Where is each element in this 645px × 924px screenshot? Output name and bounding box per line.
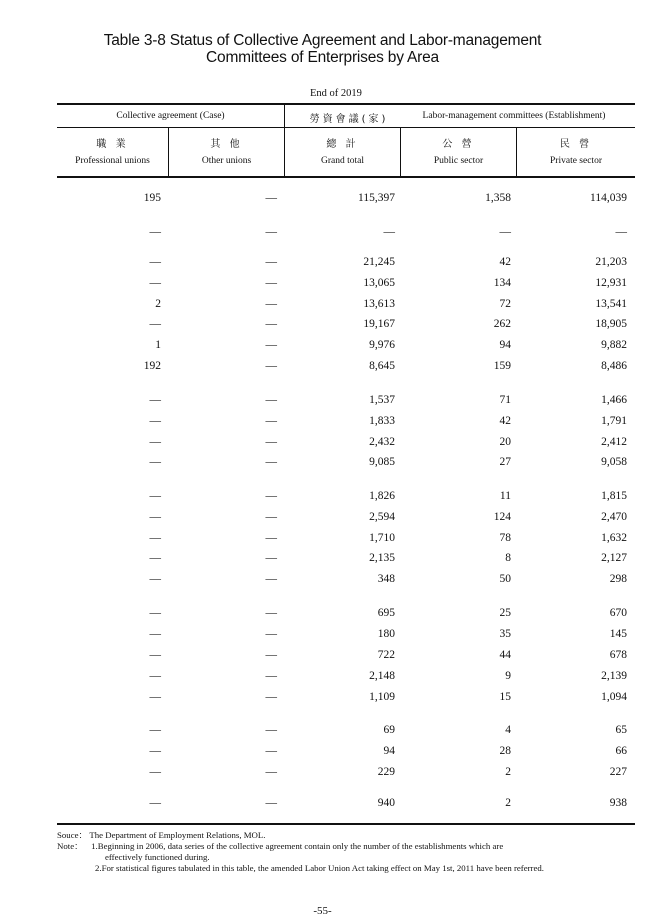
table-cell: 27 (499, 456, 511, 468)
table-cell: — (149, 670, 161, 682)
source-text: The Department of Employment Relations, MOL. (89, 830, 266, 840)
table-cell: 1,710 (369, 532, 395, 544)
table-cell: 9,058 (601, 456, 627, 468)
table-cell: — (149, 691, 161, 703)
table-cell: — (149, 532, 161, 544)
table-cell: 65 (615, 724, 627, 736)
header-public-sector: Public sector (433, 156, 484, 166)
table-cell: — (265, 360, 277, 372)
table-cell: 4 (505, 724, 511, 736)
table-cell: 2 (155, 298, 161, 310)
table-cell: 1,833 (369, 415, 395, 427)
top-rule (57, 103, 635, 105)
table-cell: 145 (609, 628, 627, 640)
table-cell: — (149, 511, 161, 523)
table-cell: — (615, 226, 627, 238)
table-cell: 9 (505, 670, 511, 682)
table-cell: 13,613 (363, 298, 395, 310)
table-cell: — (265, 277, 277, 289)
table-bottom-rule (57, 823, 635, 825)
table-cell: — (149, 436, 161, 448)
header-col3-cn: 總 計 (326, 139, 359, 150)
table-cell: 670 (609, 607, 627, 619)
table-cell: 938 (609, 797, 627, 809)
table-cell: 9,882 (601, 339, 627, 351)
table-cell: 21,203 (595, 256, 627, 268)
table-cell: — (149, 256, 161, 268)
table-cell: 11 (499, 490, 511, 502)
table-cell: 94 (499, 339, 511, 351)
table-cell: — (265, 691, 277, 703)
table-cell: 50 (499, 573, 511, 585)
table-cell: — (265, 552, 277, 564)
table-cell: 134 (493, 277, 511, 289)
table-cell: — (265, 256, 277, 268)
table-cell: — (265, 298, 277, 310)
note-label: Note： (57, 841, 83, 851)
table-cell: 2,594 (369, 511, 395, 523)
table-cell: — (265, 607, 277, 619)
table-cell: 28 (499, 745, 511, 757)
table-cell: — (265, 670, 277, 682)
table-cell: 42 (499, 256, 511, 268)
note-1-continued: effectively functioned during. (105, 852, 210, 862)
note-2: 2.For statistical figures tabulated in this table, the amended Labor Union Act taking effect on May 1st, 2011 have been referred. (95, 863, 544, 873)
table-cell: — (265, 573, 277, 585)
table-cell: 940 (377, 797, 395, 809)
table-cell: 114,039 (590, 192, 627, 204)
header-grand-total: Grand total (320, 156, 364, 166)
table-cell: — (265, 490, 277, 502)
table-cell: — (149, 277, 161, 289)
table-cell: — (149, 573, 161, 585)
table-cell: 9,976 (369, 339, 395, 351)
table-cell: 195 (143, 192, 161, 204)
table-cell: — (383, 226, 395, 238)
table-cell: — (265, 511, 277, 523)
header-other-unions: Other unions (201, 156, 252, 166)
table-cell: 8,645 (369, 360, 395, 372)
table-cell: — (265, 339, 277, 351)
notes (57, 830, 544, 874)
table-cell: — (265, 532, 277, 544)
header-professional-unions: Professional unions (75, 156, 150, 166)
table-cell: 72 (499, 298, 511, 310)
table-cell: 13,541 (595, 298, 627, 310)
table-cell: — (149, 724, 161, 736)
title-line-1: Table 3-8 Status of Collective Agreement and Labor-management (103, 32, 542, 49)
header-col2-cn: 其 他 (210, 139, 243, 150)
table-cell: — (149, 628, 161, 640)
table-cell: — (265, 628, 277, 640)
header-col4-cn: 公 營 (442, 139, 475, 150)
table-cell: — (149, 226, 161, 238)
table-cell: 180 (377, 628, 395, 640)
table-cell: — (149, 766, 161, 778)
group-header-rule (57, 127, 635, 128)
table-cell: 2,432 (369, 436, 395, 448)
table-cell: — (149, 456, 161, 468)
table-cell: 1,791 (601, 415, 627, 427)
table-cell: — (149, 490, 161, 502)
table-cell: 12,931 (595, 277, 627, 289)
table-cell: 35 (499, 628, 511, 640)
table-cell: 192 (143, 360, 161, 372)
table-cell: — (265, 415, 277, 427)
table-cell: 1,826 (369, 490, 395, 502)
table-cell: 18,905 (595, 318, 627, 330)
table-cell: 71 (499, 394, 511, 406)
table-cell: — (149, 797, 161, 809)
table-cell: 42 (499, 415, 511, 427)
table-cell: 8 (505, 552, 511, 564)
table-cell: 66 (615, 745, 627, 757)
header-labor-management-cn: 勞資會議(家) (309, 114, 389, 125)
as-of-date: End of 2019 (310, 88, 362, 99)
table-cell: — (265, 745, 277, 757)
table-cell: — (265, 192, 277, 204)
table-cell: — (149, 607, 161, 619)
table-cell: 2,470 (601, 511, 627, 523)
title-line-2: Committees of Enterprises by Area (206, 49, 439, 66)
table-cell: 9,085 (369, 456, 395, 468)
table-cell: 20 (499, 436, 511, 448)
table-cell: — (265, 797, 277, 809)
table-cell: 13,065 (363, 277, 395, 289)
table-cell: 21,245 (363, 256, 395, 268)
table-cell: 124 (493, 511, 511, 523)
header-collective-agreement: Collective agreement (Case) (116, 111, 225, 121)
table-title (0, 32, 645, 66)
table-cell: 1 (155, 339, 161, 351)
table-cell: 1,466 (601, 394, 627, 406)
table-cell: 94 (383, 745, 395, 757)
table-cell: 695 (377, 607, 395, 619)
table-cell: — (265, 226, 277, 238)
table-cell: — (265, 394, 277, 406)
table-cell: 115,397 (358, 192, 395, 204)
table-cell: — (149, 552, 161, 564)
table-cell: 229 (377, 766, 395, 778)
header-private-sector: Private sector (550, 156, 602, 166)
note-1: 1.Beginning in 2006, data series of the collective agreement contain only the number of the establishments which are (91, 841, 504, 851)
source-label: Souce： (57, 830, 88, 840)
table-cell: — (265, 436, 277, 448)
table-cell: 19,167 (363, 318, 395, 330)
table-cell: — (265, 649, 277, 661)
table-cell: 1,358 (485, 192, 511, 204)
table-cell: 678 (609, 649, 627, 661)
table-cell: — (149, 745, 161, 757)
table-cell: 227 (609, 766, 627, 778)
table-cell: 1,109 (369, 691, 395, 703)
table-cell: 348 (377, 573, 395, 585)
table-cell: 2,148 (369, 670, 395, 682)
header-labor-management: Labor-management committees (Establishment) (422, 111, 606, 121)
table-cell: 159 (493, 360, 511, 372)
table-cell: — (149, 394, 161, 406)
table-cell: 1,094 (601, 691, 627, 703)
table-cell: 1,537 (369, 394, 395, 406)
table-cell: 15 (499, 691, 511, 703)
table-cell: 2,127 (601, 552, 627, 564)
table-cell: 298 (609, 573, 627, 585)
table-cell: 2 (505, 797, 511, 809)
table-cell: 1,632 (601, 532, 627, 544)
table-cell: — (149, 415, 161, 427)
table-cell: 8,486 (601, 360, 627, 372)
table-cell: — (499, 226, 511, 238)
header-col1-cn: 職 業 (96, 139, 129, 150)
table-cell: 2 (505, 766, 511, 778)
table-cell: — (265, 724, 277, 736)
table-cell: 262 (493, 318, 511, 330)
table-cell: 722 (377, 649, 395, 661)
table-cell: 78 (499, 532, 511, 544)
table-cell: 2,139 (601, 670, 627, 682)
header-bottom-rule (57, 176, 635, 178)
table-cell: 2,135 (369, 552, 395, 564)
table-cell: 69 (383, 724, 395, 736)
header-col5-cn: 民 營 (559, 139, 593, 150)
table-cell: 2,412 (601, 436, 627, 448)
table-cell: — (265, 318, 277, 330)
table-cell: — (265, 456, 277, 468)
table-cell: 44 (499, 649, 511, 661)
table-cell: — (149, 649, 161, 661)
page-number: -55- (313, 905, 332, 917)
table-cell: — (265, 766, 277, 778)
table-cell: — (149, 318, 161, 330)
table-cell: 1,815 (601, 490, 627, 502)
table-cell: 25 (499, 607, 511, 619)
